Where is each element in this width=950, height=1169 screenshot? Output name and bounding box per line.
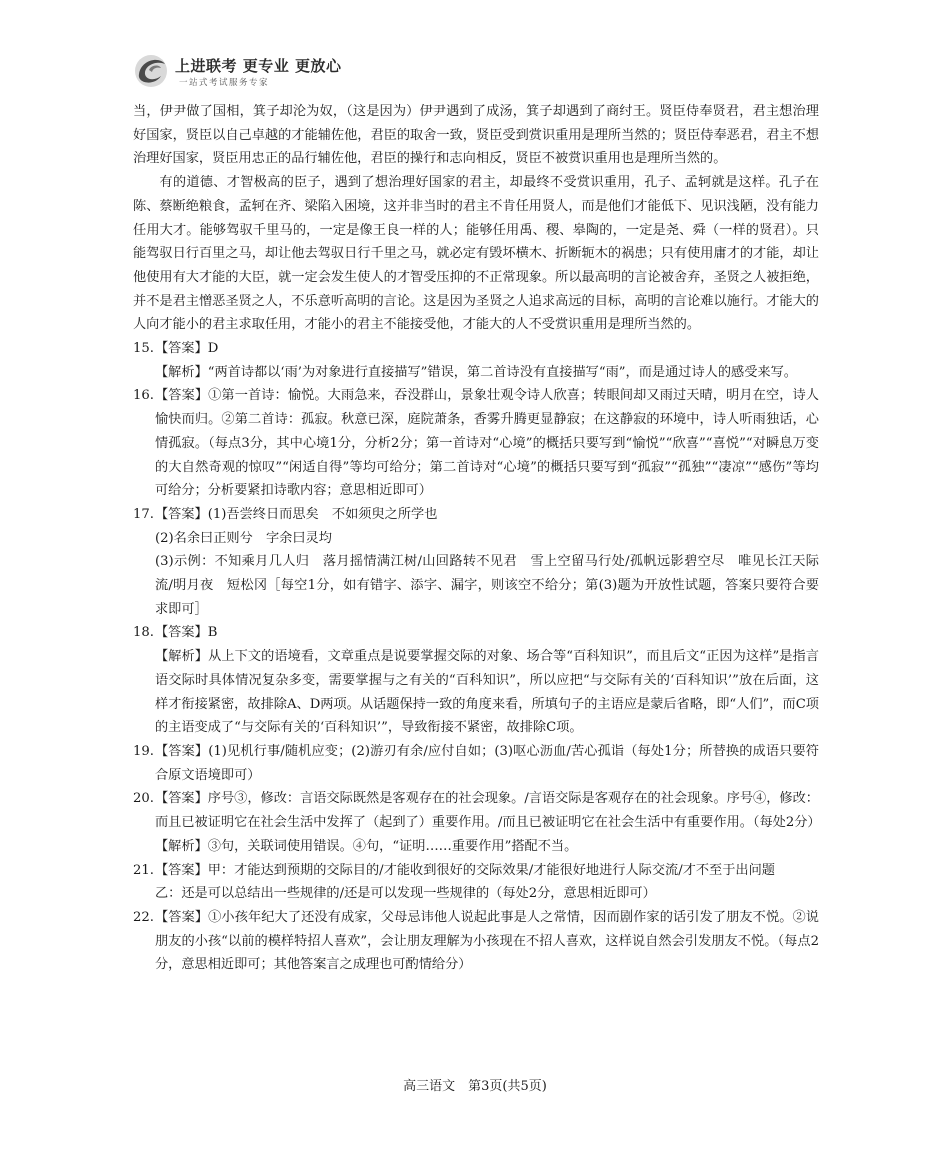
answer-line: 【答案】序号③，修改：言语交际既然是客观存在的社会现象。/言语交际是客观存在的社会现象。序号④，修改：而且已被证明它在社会生活中发挥了（起到了）重要作用。/而且已被证明它在社会生活中有重要作用。（每处2分） xyxy=(155,791,821,831)
translation-paragraph: 有的道德、才智极高的臣子，遇到了想治理好国家的君主，却最终不受赏识重用，孔子、孟轲就是这样。孔子在陈、蔡断绝粮食，孟轲在齐、梁陷入困境，这并非当时的君主不肯任用贤人，而是他们才能低下、见识浅陋，没有能力任用大才。能够驾驭千里马的，一定是像王良一样的人；能够任用禹、稷、皋陶的，一定是尧、舜（一样的贤君）。只能驾驭日行百里之马，却让他去驾驭日行千里之马，就必定有毁坏横木、折断轭木的祸患；只有使用庸才的才能，却让他使用有大才能的大臣，就一定会发生使人的才智受压抑的不正常现象。所以最高明的言论被舍弃，圣贤之人被拒绝，并不是君主憎恶圣贤之人，不乐意听高明的言论。这是因为圣贤之人追求高远的目标，高明的言论难以施行。才能大的人向才能小的君主求取任用，才能小的君主不能接受他，才能大的人不受赏识重用是理所当然的。 xyxy=(133,175,819,333)
answer-content xyxy=(133,100,819,977)
question-number: 17. xyxy=(133,506,154,522)
answer-line: 【答案】B xyxy=(155,625,218,641)
answer-item-21 xyxy=(133,859,819,906)
answer-line: 【答案】(1)见机行事/随机应变；(2)游刃有余/应付自如；(3)呕心沥血/苦心孤诣（每处1分；所替换的成语只要符合原文语境即可） xyxy=(155,743,819,783)
answer-line: 【答案】D xyxy=(155,341,219,357)
answer-item-20 xyxy=(133,787,819,858)
analysis-line: 【解析】从上下文的语境看，文章重点是说要掌握交际的对象、场合等“百科知识”，而且后文“正因为这样”是指言语交际时具体情况复杂多变，需要掌握与之有关的“百科知识”，所以应把“与交际有关的‘百科知识’”放在后面，这样才衔接紧密，故排除A、D两项。从话题保持一致的角度来看，所填句子的主语应是蒙后省略，即“人们”，而C项的主语变成了“与交际有关的‘百科知识’”，导致衔接不紧密，故排除C项。 xyxy=(155,649,819,736)
question-number: 19. xyxy=(133,743,154,759)
question-number: 16. xyxy=(133,388,154,404)
answer-item-19 xyxy=(133,740,819,787)
brand-subtitle: 一站式考试服务专家 xyxy=(179,78,270,88)
translation-paragraph: 当，伊尹做了国相，箕子却沦为奴，（这是因为）伊尹遇到了成汤，箕子却遇到了商纣王。贤臣侍奉贤君，君主想治理好国家，贤臣以自己卓越的才能辅佐他，君臣的取舍一致，贤臣受到赏识重用是理所当然的；贤臣侍奉恶君，君主不想治理好国家，贤臣用忠正的品行辅佐他，君臣的操行和志向相反，贤臣不被赏识重用也是理所当然的。 xyxy=(133,104,819,167)
question-number: 15. xyxy=(133,341,154,357)
answer-line: (2)名余曰正则兮 字余曰灵均 xyxy=(155,530,332,546)
brand-title: 上进联考 更专业 更放心 xyxy=(175,57,342,75)
swirl-logo-icon xyxy=(133,52,173,90)
analysis-line: 【解析】③句，关联词使用错误。④句，“证明……重要作用”搭配不当。 xyxy=(155,838,578,854)
answer-item-17 xyxy=(133,503,819,622)
question-number: 18. xyxy=(133,625,154,641)
answer-line: (3)示例：不知乘月几人归 落月摇情满江树/山回路转不见君 雪上空留马行处/孤帆远影碧空尽 唯见长江天际流/明月夜 短松冈［每空1分，如有错字、添字、漏字，则该空不给分；第(3)题为开放性试题，答案只要符合要求即可］ xyxy=(155,554,819,617)
answer-line: 乙：还是可以总结出一些规律的/还是可以发现一些规律的（每处2分，意思相近即可） xyxy=(155,886,656,902)
question-number: 21. xyxy=(133,862,154,878)
question-number: 22. xyxy=(133,909,154,925)
answer-item-18 xyxy=(133,621,819,740)
answer-line: 【答案】(1)吾尝终日而思矣 不如须臾之所学也 xyxy=(155,506,438,522)
page-header xyxy=(133,52,393,92)
question-number: 20. xyxy=(133,791,154,807)
analysis-line: 【解析】“两首诗都以‘雨’为对象进行直接描写”错误，第二首诗没有直接描写“雨”，而是通过诗人的感受来写。 xyxy=(155,364,797,380)
answer-line: 【答案】①第一首诗：愉悦。大雨急来，吞没群山，景象壮观令诗人欣喜；转眼间却又雨过天晴，明月在空，诗人愉快而归。②第二首诗：孤寂。秋意已深，庭院萧条，香雾升腾更显静寂；在这静寂的环境中，诗人听雨独话，心情孤寂。（每点3分，其中心境1分，分析2分；第一首诗对“心境”的概括只要写到“愉悦”“欣喜”“喜悦”“对瞬息万变的大自然奇观的惊叹”“闲适自得”等均可给分；第二首诗对“心境”的概括只要写到“孤寂”“孤独”“凄凉”“感伤”等均可给分；分析要紧扣诗歌内容；意思相近即可） xyxy=(155,388,819,499)
page-footer: 高三语文 第3页(共5页) xyxy=(403,1079,547,1094)
answer-line: 【答案】甲：才能达到预期的交际目的/才能收到很好的交际效果/才能很好地进行人际交流/才不至于出问题 xyxy=(155,862,775,878)
answer-item-16 xyxy=(133,384,819,503)
answer-item-15 xyxy=(133,337,819,384)
answer-item-22 xyxy=(133,906,819,977)
answer-line: 【答案】①小孩年纪大了还没有成家，父母忌讳他人说起此事是人之常情，因而剧作家的话引发了朋友不悦。②说朋友的小孩“以前的模样特招人喜欢”，会让朋友理解为小孩现在不招人喜欢，这样说自然会引发朋友不悦。（每点2分，意思相近即可；其他答案言之成理也可酌情给分） xyxy=(155,909,819,973)
